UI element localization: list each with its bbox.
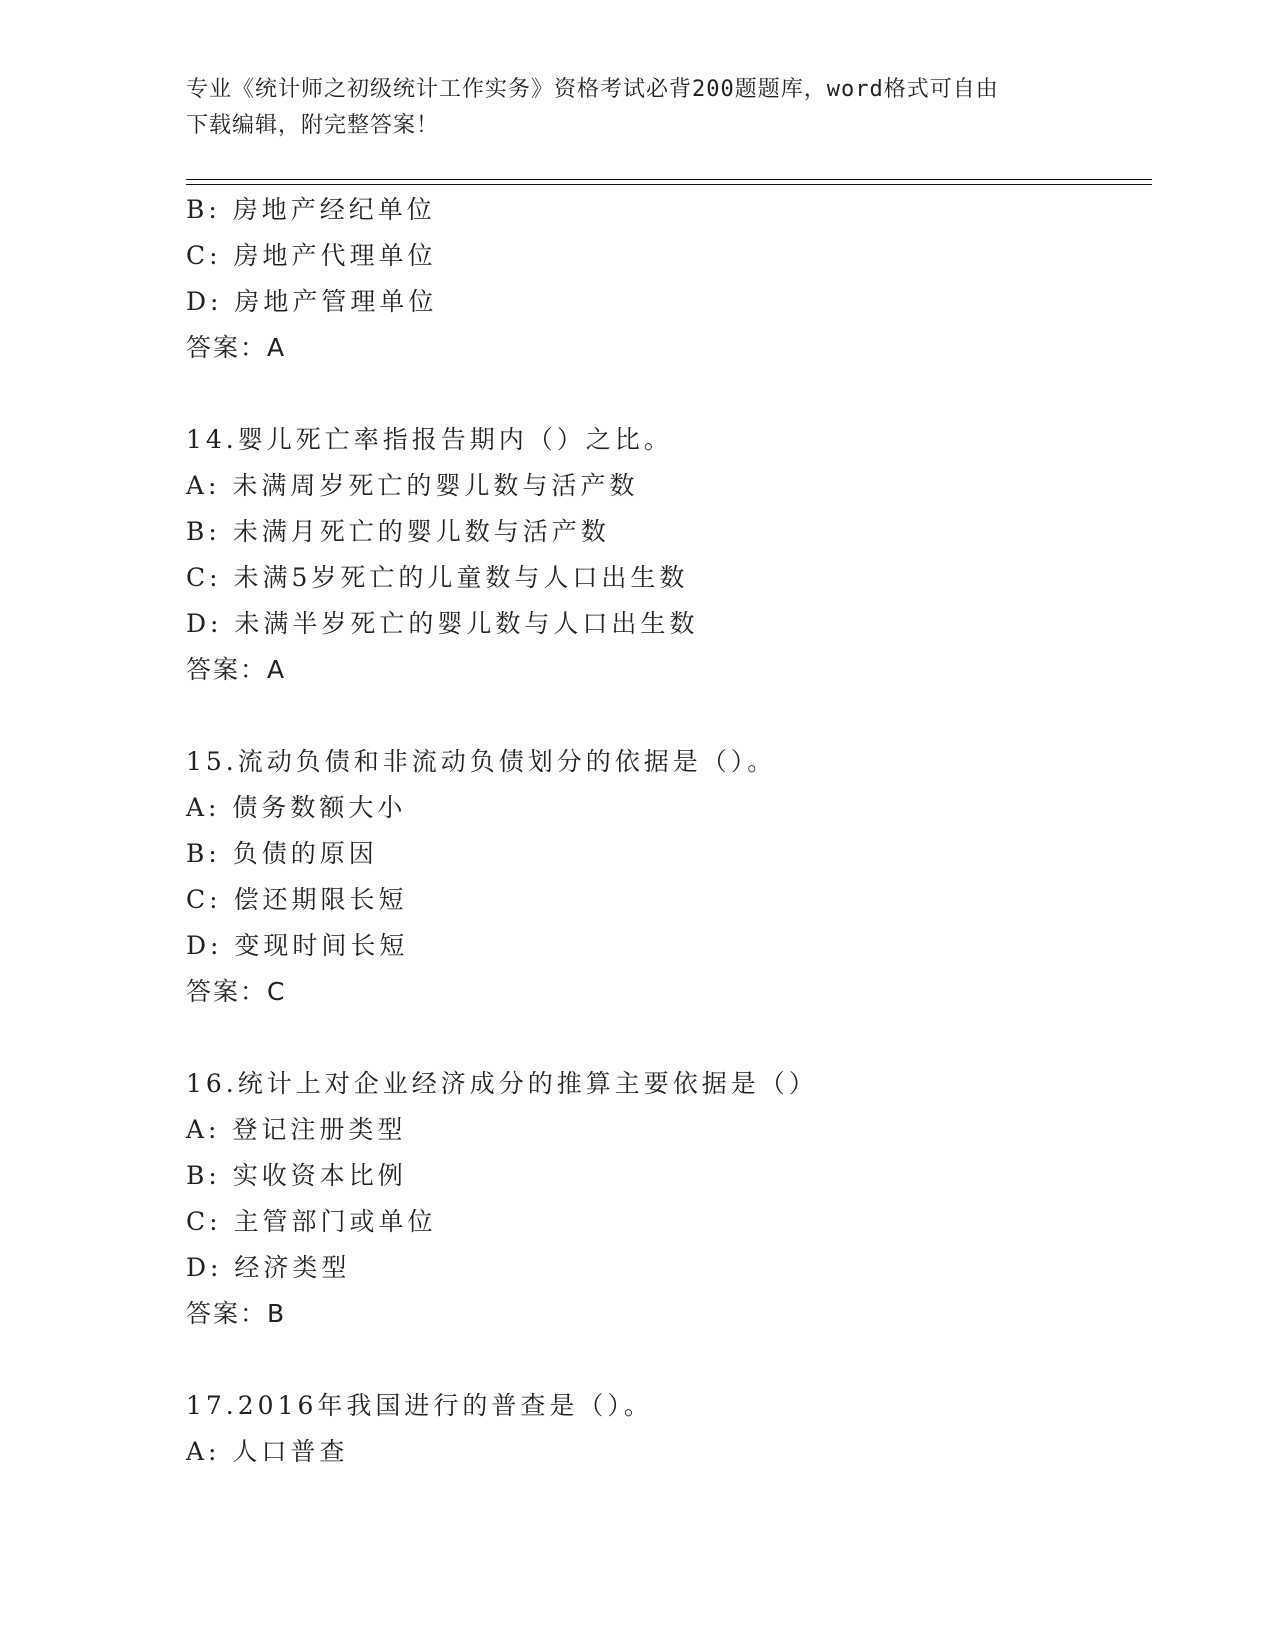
answer-label: 答案：A [186,655,287,684]
question-stem: 14.婴儿死亡率指报告期内（）之比。 [186,425,673,454]
option-d: D: 未满半岁死亡的婴儿数与人口出生数 [186,609,699,638]
option-d: D: 变现时间长短 [186,931,409,960]
option-b: B: 负债的原因 [186,839,378,868]
question-stem: 15.流动负债和非流动负债划分的依据是（）。 [186,747,777,776]
question-block-16 [186,1061,1152,1337]
question-block-14 [186,417,1152,693]
option-c: C: 主管部门或单位 [186,1207,437,1236]
question-block-15 [186,739,1152,1015]
answer-label: 答案：B [186,1299,287,1328]
option-b: B: 实收资本比例 [186,1161,407,1190]
option-d: D: 经济类型 [186,1253,351,1282]
answer-label: 答案：A [186,333,287,362]
option-a: A: 登记注册类型 [186,1115,407,1144]
header-rule-bottom [186,184,1152,185]
spacer [186,1015,1152,1061]
option-c: C: 未满5岁死亡的儿童数与人口出生数 [186,563,689,592]
option-a: A: 未满周岁死亡的婴儿数与活产数 [186,471,639,500]
spacer [186,371,1152,417]
option-b: B: 房地产经纪单位 [186,195,436,224]
question-block-13 [186,187,1152,371]
option-d: D: 房地产管理单位 [186,287,438,316]
option-c: C: 偿还期限长短 [186,885,408,914]
header-rule-top [186,179,1152,180]
document-header [186,72,1086,144]
question-stem: 17.2016年我国进行的普查是（）。 [186,1391,653,1420]
answer-label: 答案：C [186,977,287,1006]
option-c: C: 房地产代理单位 [186,241,437,270]
question-list [186,187,1152,1475]
question-block-17 [186,1383,1152,1475]
header-line-1: 专业《统计师之初级统计工作实务》资格考试必背200题题库，word格式可自由 [186,77,999,102]
option-a: A: 人口普查 [186,1437,349,1466]
header-line-2: 下载编辑，附完整答案！ [186,113,440,138]
spacer [186,1337,1152,1383]
option-b: B: 未满月死亡的婴儿数与活产数 [186,517,610,546]
question-stem: 16.统计上对企业经济成分的推算主要依据是（） [186,1069,818,1098]
option-a: A: 债务数额大小 [186,793,407,822]
spacer [186,693,1152,739]
